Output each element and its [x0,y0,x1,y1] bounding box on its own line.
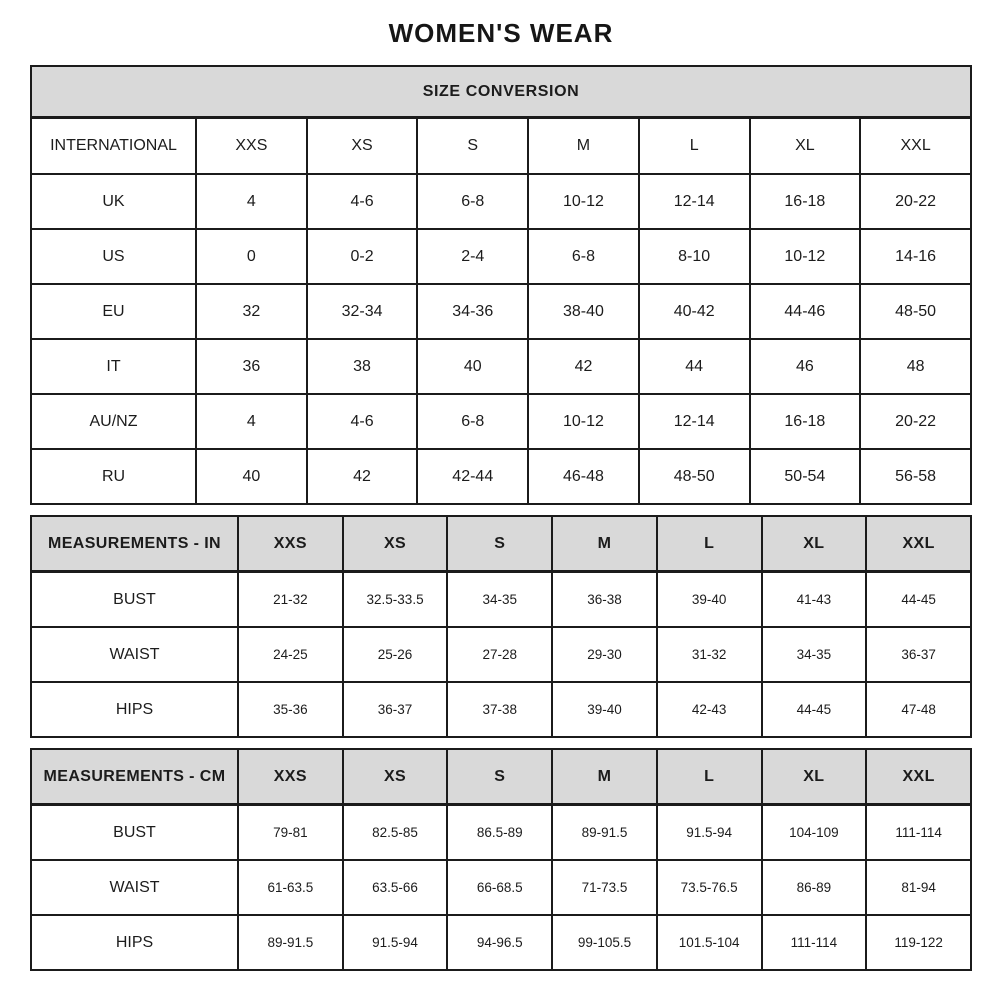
value-cell: 0-2 [307,229,418,284]
size-column-header: XXL [866,516,971,572]
value-cell: 4-6 [307,174,418,229]
row-label: US [31,229,196,284]
value-cell: 34-35 [762,627,867,682]
value-cell: 40-42 [639,284,750,339]
value-cell: 6-8 [528,229,639,284]
value-cell: 86-89 [762,860,867,915]
value-cell: 48 [860,339,971,394]
value-cell: 81-94 [866,860,971,915]
table-row [31,284,971,339]
value-cell: 12-14 [639,394,750,449]
size-column-header: XL [762,749,867,805]
value-cell: 61-63.5 [238,860,343,915]
value-cell: 44-46 [750,284,861,339]
value-cell: 36-37 [343,682,448,737]
value-cell: 36-38 [552,572,657,628]
size-header-row [31,516,971,572]
size-column-header: XS [307,118,418,175]
value-cell: 38 [307,339,418,394]
table-row [31,805,971,861]
table-row [31,682,971,737]
size-column-header: XXS [196,118,307,175]
value-cell: 104-109 [762,805,867,861]
measurements-in-table [30,515,972,738]
size-header-row [31,118,971,175]
value-cell: 32 [196,284,307,339]
size-column-header: L [657,749,762,805]
size-column-header: XXS [238,516,343,572]
value-cell: 32.5-33.5 [343,572,448,628]
value-cell: 32-34 [307,284,418,339]
value-cell: 91.5-94 [343,915,448,970]
value-cell: 89-91.5 [552,805,657,861]
table-row [31,449,971,504]
value-cell: 47-48 [866,682,971,737]
measurements-cm-table [30,748,972,971]
size-column-header: XL [762,516,867,572]
value-cell: 24-25 [238,627,343,682]
value-cell: 66-68.5 [447,860,552,915]
size-column-header: M [552,749,657,805]
value-cell: 34-35 [447,572,552,628]
value-cell: 4-6 [307,394,418,449]
value-cell: 36 [196,339,307,394]
value-cell: 41-43 [762,572,867,628]
value-cell: 94-96.5 [447,915,552,970]
value-cell: 20-22 [860,174,971,229]
value-cell: 42-44 [417,449,528,504]
size-column-header: S [417,118,528,175]
row-label: RU [31,449,196,504]
value-cell: 10-12 [750,229,861,284]
value-cell: 34-36 [417,284,528,339]
value-cell: 48-50 [860,284,971,339]
table-row [31,627,971,682]
value-cell: 56-58 [860,449,971,504]
size-column-header: S [447,749,552,805]
value-cell: 8-10 [639,229,750,284]
value-cell: 20-22 [860,394,971,449]
value-cell: 73.5-76.5 [657,860,762,915]
value-cell: 10-12 [528,174,639,229]
table-row [31,174,971,229]
size-column-header: S [447,516,552,572]
size-conversion-banner: SIZE CONVERSION [31,66,971,118]
value-cell: 48-50 [639,449,750,504]
value-cell: 44 [639,339,750,394]
row-label: WAIST [31,860,238,915]
page-title: WOMEN'S WEAR [388,18,614,48]
value-cell: 4 [196,174,307,229]
value-cell: 101.5-104 [657,915,762,970]
row-label: BUST [31,572,238,628]
row-label: WAIST [31,627,238,682]
value-cell: 37-38 [447,682,552,737]
measurements-in-header: MEASUREMENTS - IN [31,516,238,572]
value-cell: 31-32 [657,627,762,682]
international-header: INTERNATIONAL [31,118,196,175]
value-cell: 4 [196,394,307,449]
value-cell: 46-48 [528,449,639,504]
value-cell: 29-30 [552,627,657,682]
value-cell: 111-114 [762,915,867,970]
size-column-header: M [552,516,657,572]
table-row [31,572,971,628]
row-label: AU/NZ [31,394,196,449]
size-column-header: XS [343,749,448,805]
value-cell: 40 [196,449,307,504]
value-cell: 12-14 [639,174,750,229]
size-column-header: L [639,118,750,175]
value-cell: 10-12 [528,394,639,449]
value-cell: 63.5-66 [343,860,448,915]
size-column-header: XS [343,516,448,572]
value-cell: 25-26 [343,627,448,682]
measurements-cm-header: MEASUREMENTS - CM [31,749,238,805]
row-label: HIPS [31,682,238,737]
value-cell: 111-114 [866,805,971,861]
size-header-row [31,749,971,805]
size-column-header: XL [750,118,861,175]
value-cell: 82.5-85 [343,805,448,861]
value-cell: 79-81 [238,805,343,861]
row-label: UK [31,174,196,229]
size-column-header: XXL [866,749,971,805]
table-row [31,229,971,284]
value-cell: 6-8 [417,394,528,449]
value-cell: 6-8 [417,174,528,229]
value-cell: 35-36 [238,682,343,737]
table-row [31,915,971,970]
value-cell: 86.5-89 [447,805,552,861]
value-cell: 38-40 [528,284,639,339]
value-cell: 44-45 [762,682,867,737]
value-cell: 21-32 [238,572,343,628]
value-cell: 99-105.5 [552,915,657,970]
size-column-header: L [657,516,762,572]
value-cell: 39-40 [657,572,762,628]
size-column-header: XXS [238,749,343,805]
size-column-header: M [528,118,639,175]
value-cell: 42 [528,339,639,394]
value-cell: 50-54 [750,449,861,504]
size-conversion-table [30,65,972,505]
value-cell: 71-73.5 [552,860,657,915]
value-cell: 16-18 [750,394,861,449]
row-label: EU [31,284,196,339]
value-cell: 91.5-94 [657,805,762,861]
row-label: IT [31,339,196,394]
value-cell: 0 [196,229,307,284]
banner-row [31,66,971,118]
row-label: HIPS [31,915,238,970]
value-cell: 14-16 [860,229,971,284]
table-row [31,339,971,394]
value-cell: 46 [750,339,861,394]
value-cell: 40 [417,339,528,394]
value-cell: 119-122 [866,915,971,970]
value-cell: 2-4 [417,229,528,284]
value-cell: 39-40 [552,682,657,737]
value-cell: 89-91.5 [238,915,343,970]
value-cell: 36-37 [866,627,971,682]
table-row [31,860,971,915]
size-column-header: XXL [860,118,971,175]
value-cell: 16-18 [750,174,861,229]
row-label: BUST [31,805,238,861]
value-cell: 42-43 [657,682,762,737]
table-row [31,394,971,449]
value-cell: 42 [307,449,418,504]
value-cell: 27-28 [447,627,552,682]
value-cell: 44-45 [866,572,971,628]
